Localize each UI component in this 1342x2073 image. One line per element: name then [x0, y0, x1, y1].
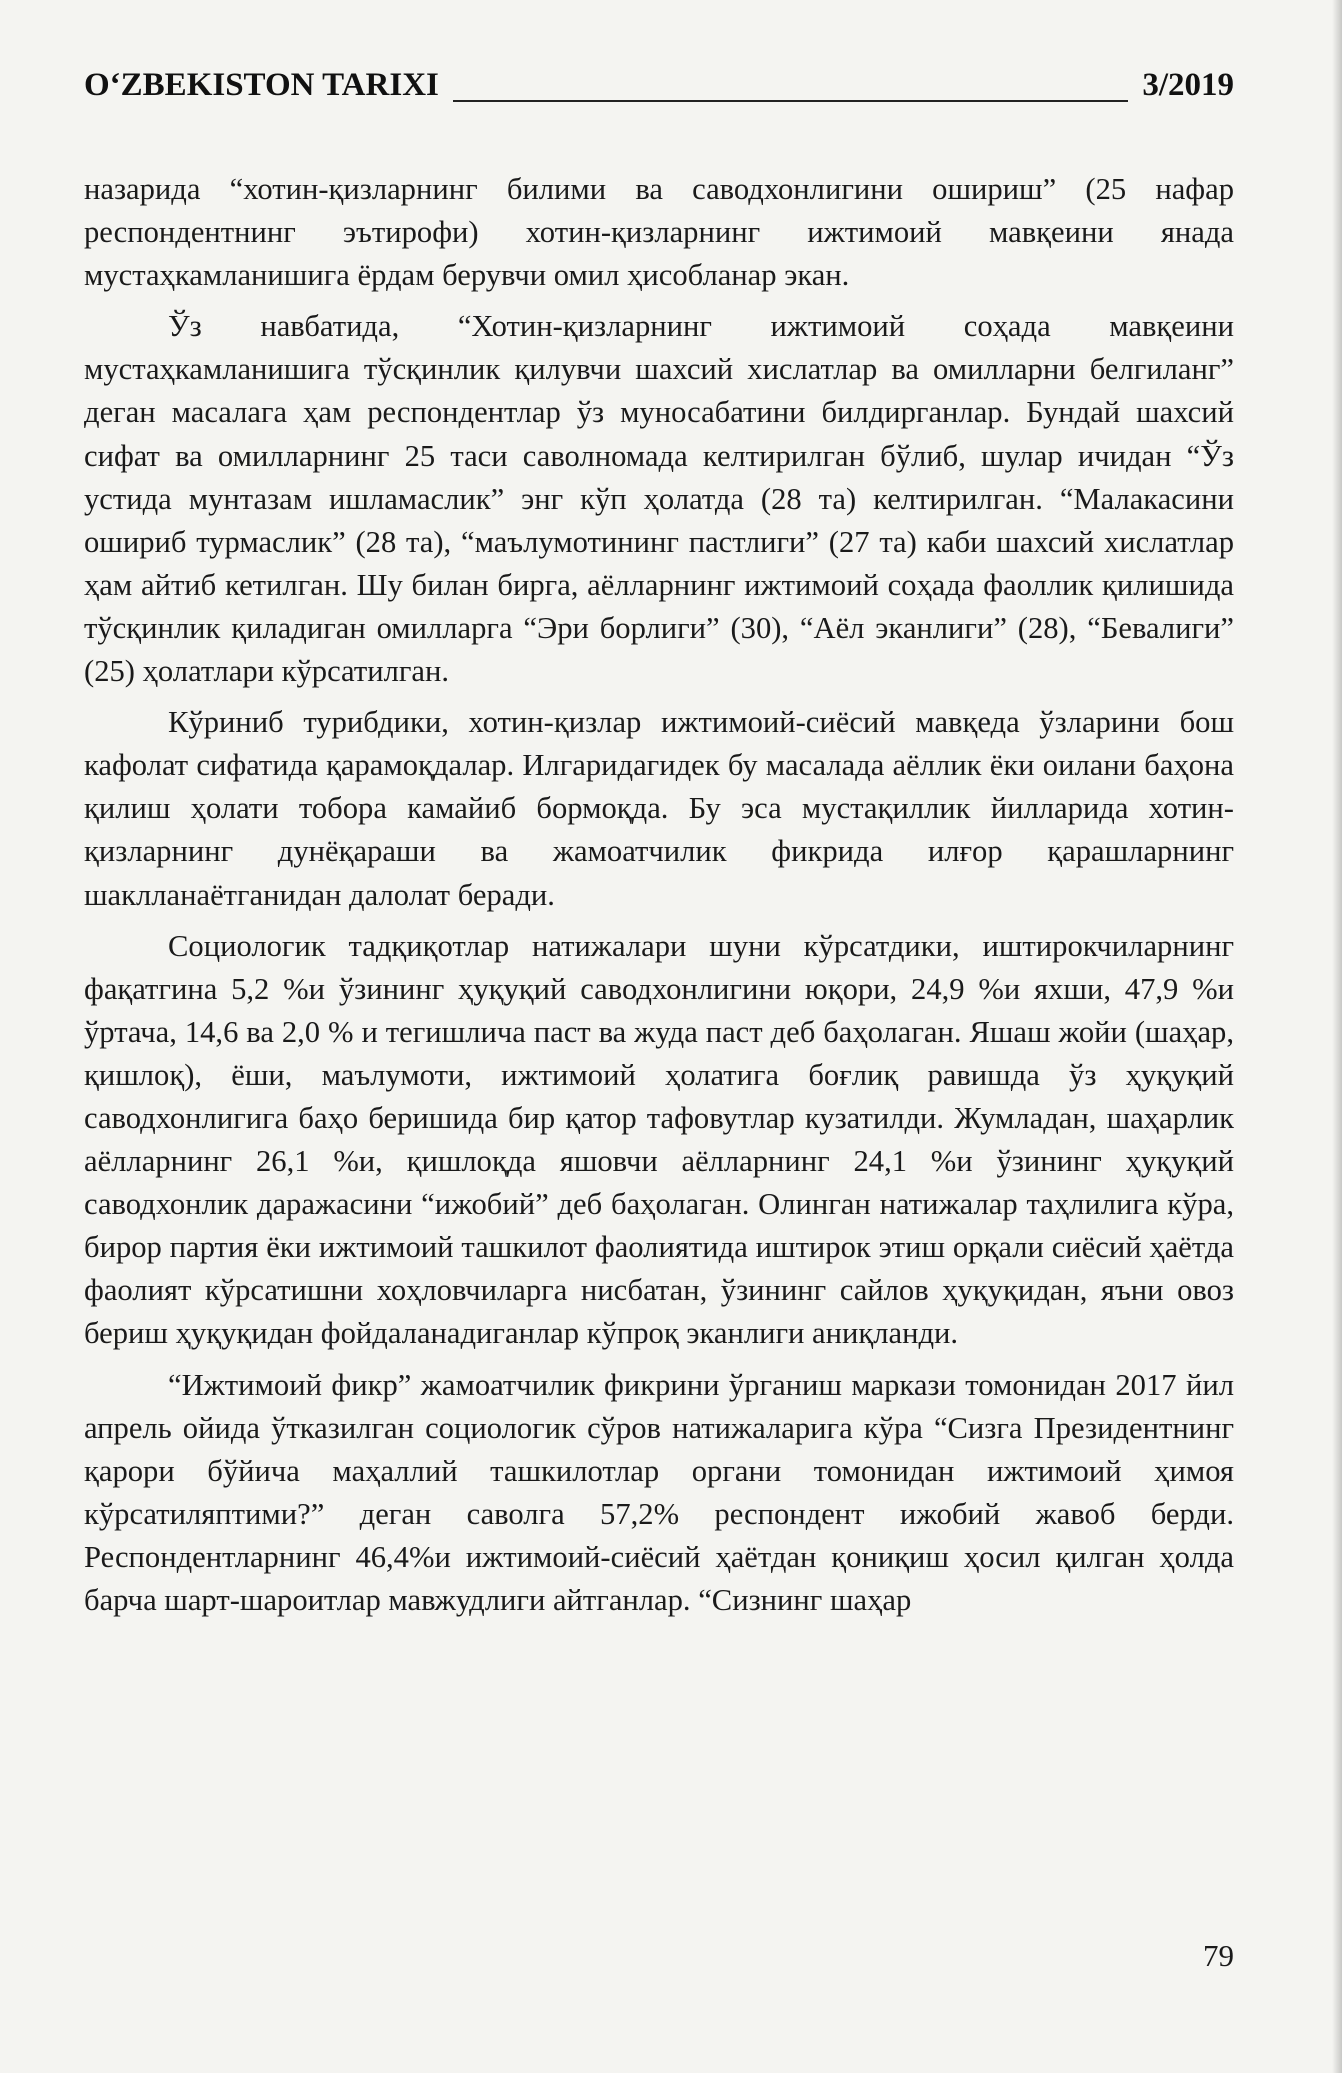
body-text — [84, 168, 1234, 1622]
paragraph: Ўз навбатида, “Хотин-қизларнинг ижтимоий соҳада мавқеини мустаҳкамланишига тўсқинлик қилувчи шахсий хислатлар ва омилларни белгиланг” деган масалага ҳам респондентлар ўз муносабатини билдирганлар. Бундай шахсий сифат ва омилларнинг 25 таси саволномада келтирилган бўлиб, шулар ичидан “Ўз устида мунтазам ишламаслик” энг кўп ҳолатда (28 та) келтирилган. “Малакасини ошириб турмаслик” (28 та), “маълумотининг пастлиги” (27 та) каби шахсий хислатлар ҳам айтиб кетилган. Шу билан бирга, аёлларнинг ижтимоий соҳада фаоллик қилишида тўсқинлик қиладиган омилларга “Эри борлиги” (30), “Аёл эканлиги” (28), “Бевалиги” (25) ҳолатлари кўрсатилган. — [84, 309, 1234, 689]
journal-title: O‘ZBEKISTON TARIXI — [84, 67, 439, 103]
running-header — [84, 62, 1234, 108]
paragraph: Кўриниб турибдики, хотин-қизлар ижтимоий-сиёсий мавқеда ўзларини бош кафолат сифатида қарамоқдалар. Илгаридагидек бу масалада аёллик ёки оилани баҳона қилиш ҳолати тобора камайиб бормоқда. Бу эса мустақиллик йилларида хотин-қизларнинг дунёқараши ва жамоатчилик фикрида илғор қарашларнинг шаклланаётганидан далолат беради. — [84, 705, 1234, 912]
paragraph: назарида “хотин-қизларнинг билими ва саводхонлигини ошириш” (25 нафар респондентнинг эътирофи) хотин-қизларнинг ижтимоий мавқеини янада мустаҳкамланишига ёрдам берувчи омил ҳисобланар экан. — [84, 172, 1234, 293]
paragraph: “Ижтимоий фикр” жамоатчилик фикрини ўрганиш маркази томонидан 2017 йил апрель ойида ўтказилган социологик сўров натижаларига кўра “Сизга Президентнинг қарори бўйича маҳаллий ташкилотлар органи томонидан ижтимоий ҳимоя кўрсатиляптими?” деган саволга 57,2% респондент ижобий жавоб берди. Респондентларнинг 46,4%и ижтимоий-сиёсий ҳаётдан қониқиш ҳосил қилган ҳолда барча шарт-шароитлар мавжудлиги айтганлар. “Сизнинг шаҳар — [84, 1367, 1234, 1617]
page-number: 79 — [1203, 1938, 1234, 1973]
issue-number: 3/2019 — [1142, 67, 1234, 103]
paragraph: Социологик тадқиқотлар натижалари шуни кўрсатдики, иштирокчиларнинг фақатгина 5,2 %и ўзининг ҳуқуқий саводхонлигини юқори, 24,9 %и яхши, 47,9 %и ўртача, 14,6 ва 2,0 % и тегишлича паст ва жуда паст деб баҳолаган. Яшаш жойи (шаҳар, қишлоқ), ёши, маълумоти, ижтимоий ҳолатига боғлиқ равишда ўз ҳуқуқий саводхонлигига баҳо беришида бир қатор тафовутлар кузатилди. Жумладан, шаҳарлик аёлларнинг 26,1 %и, қишлоқда яшовчи аёлларнинг 24,1 %и ўзининг ҳуқуқий саводхонлик даражасини “ижобий” деб баҳолаган. Олинган натижалар таҳлилига кўра, бирор партия ёки ижтимоий ташкилот фаолиятида иштирок этиш орқали сиёсий ҳаётда фаолият кўрсатишни хоҳловчиларга нисбатан, ўзининг сайлов ҳуқуқидан, яъни овоз бериш ҳуқуқидан фойдаланадиганлар кўпроқ эканлиги аниқланди. — [84, 928, 1234, 1351]
header-rule — [453, 100, 1128, 102]
